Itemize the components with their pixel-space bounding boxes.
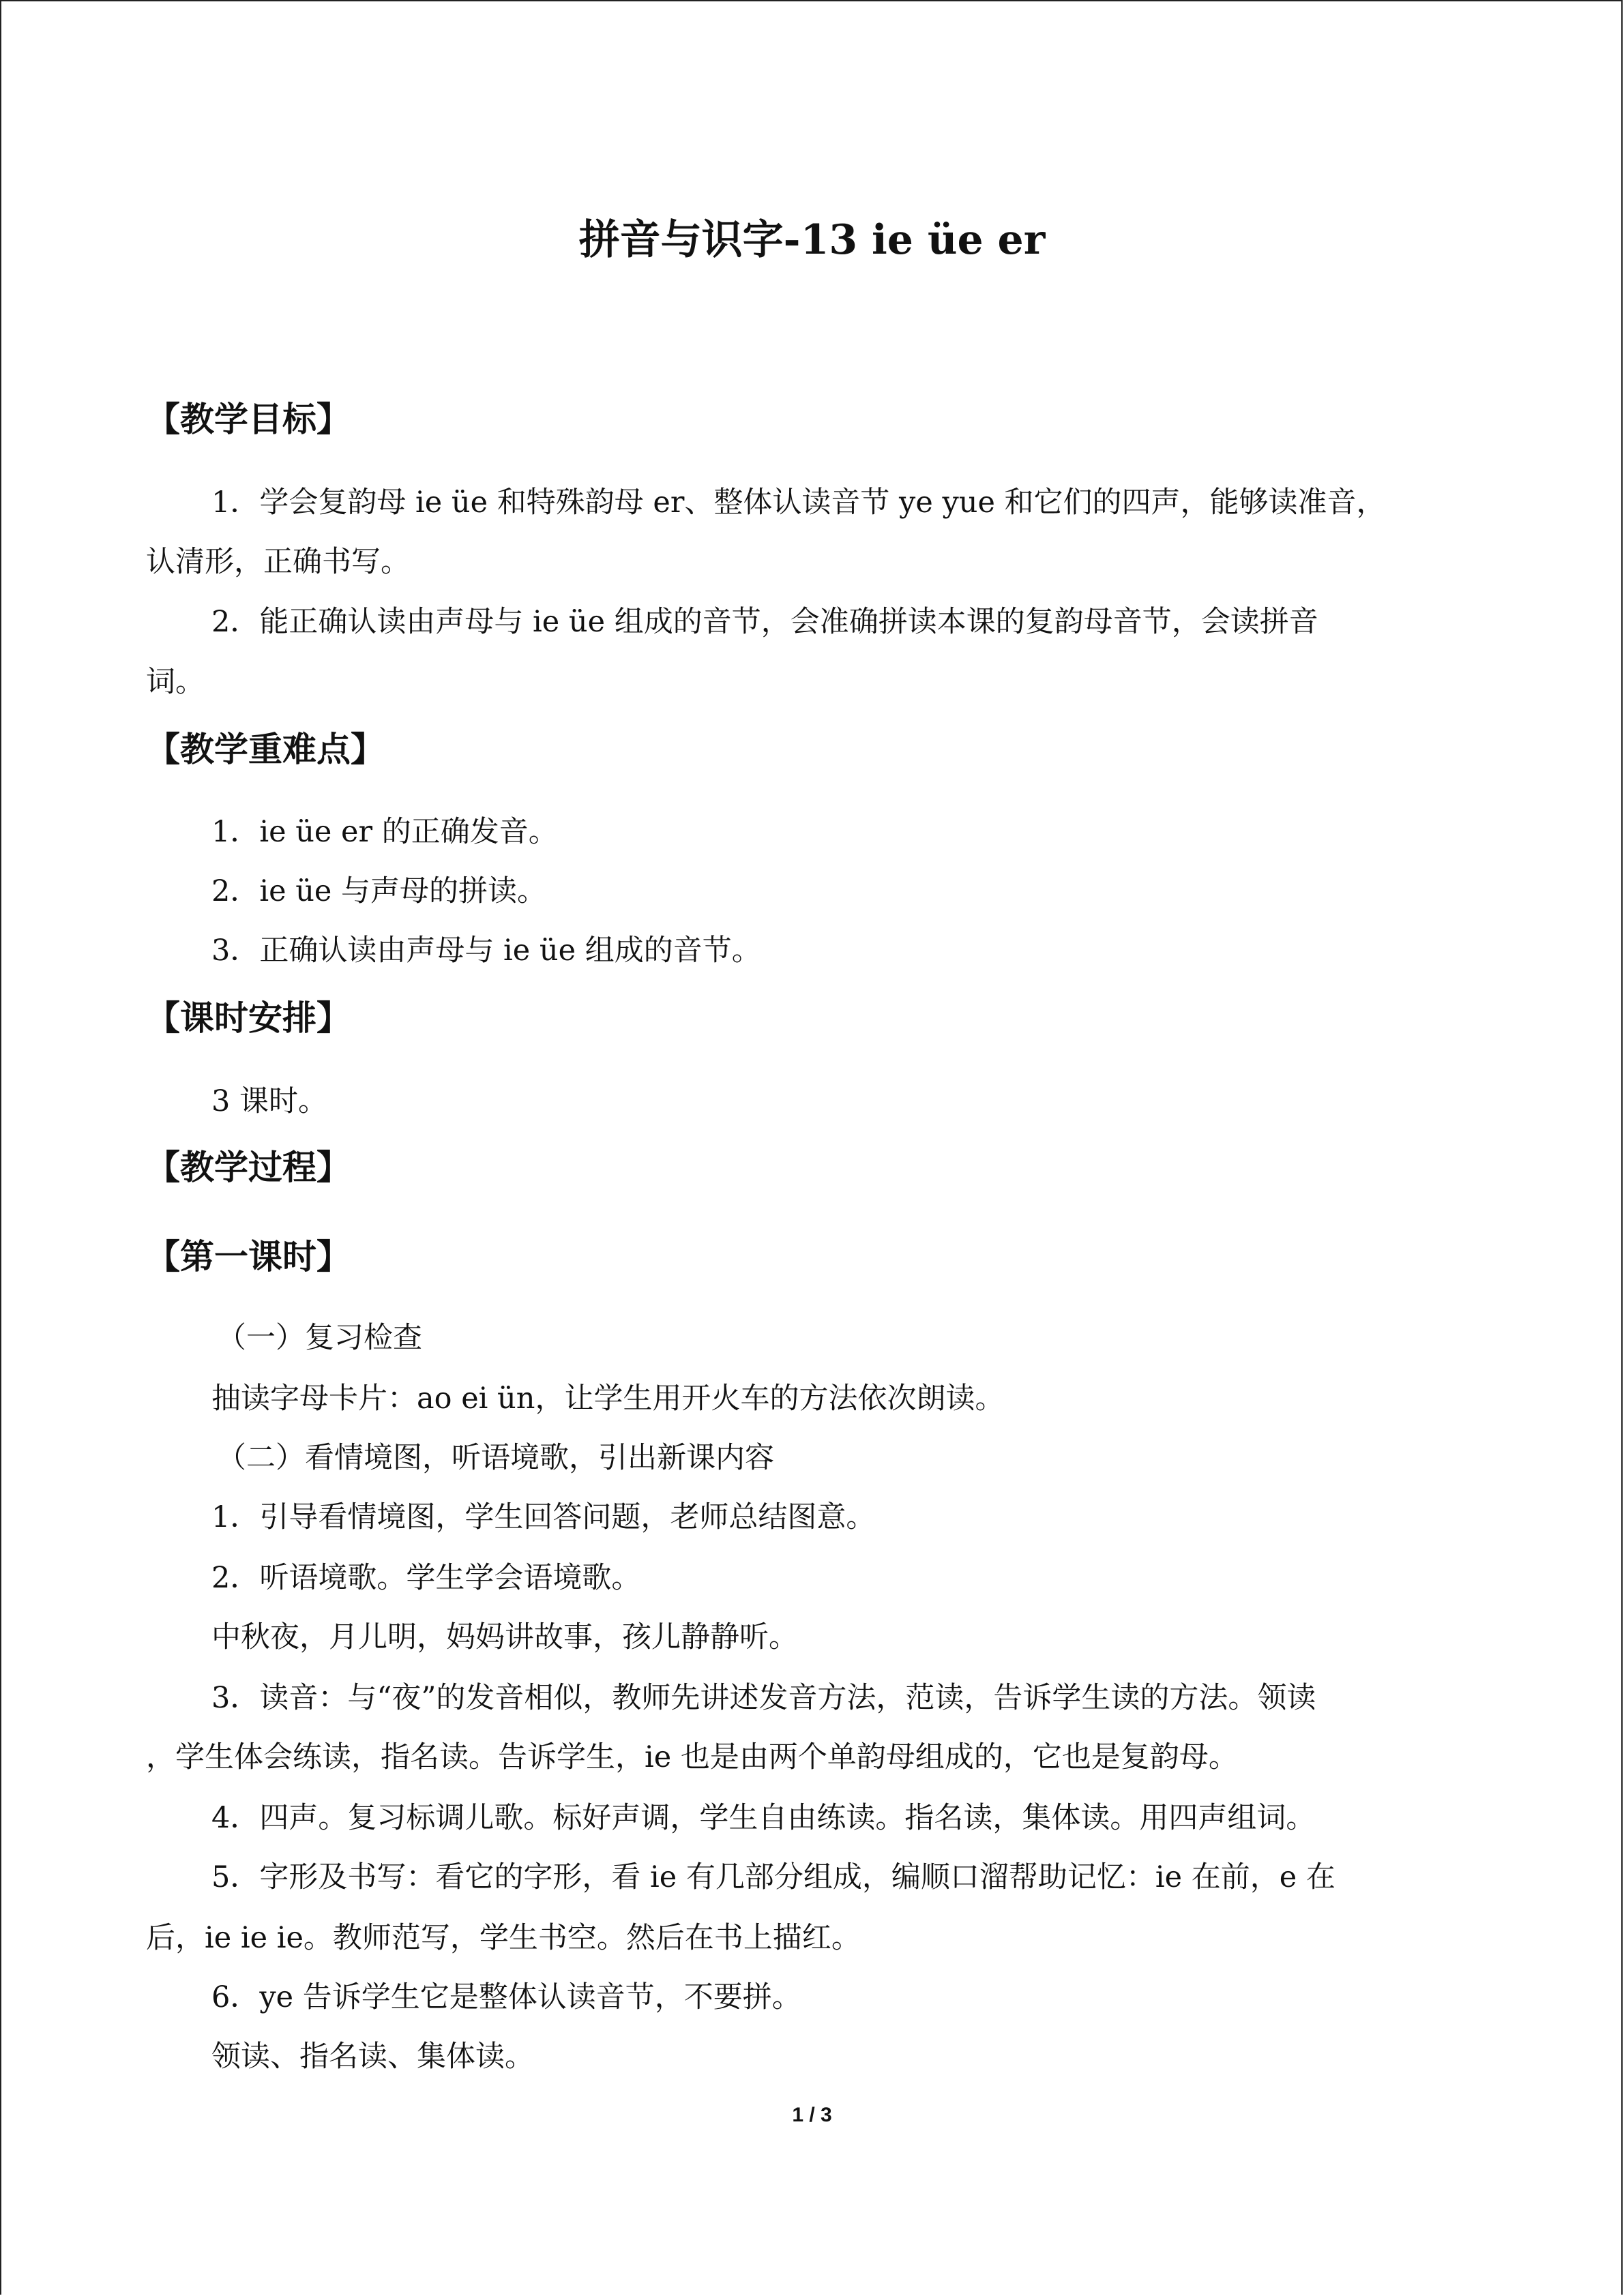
section-heading-goals: 【教学目标】	[146, 399, 351, 439]
lesson-1-line-7b: ，学生体会练读，指名读。告诉学生，ie 也是由两个单韵母组成的，它也是复韵母。	[146, 1740, 1238, 1774]
section-heading-process: 【教学过程】	[146, 1147, 351, 1187]
section-heading-key-points: 【教学重难点】	[146, 729, 385, 769]
section-heading-lesson-1: 【第一课时】	[146, 1236, 351, 1277]
lesson-1-line-10: 6．ye 告诉学生它是整体认读音节，不要拼。	[211, 1980, 801, 2014]
lesson-1-line-5: 2．听语境歌。学生学会语境歌。	[211, 1561, 641, 1595]
goal-1-line-1: 1．学会复韵母 ie üe 和特殊韵母 er、整体认读音节 ye yue 和它们的四声，能够读准音，	[211, 486, 1386, 520]
section-heading-schedule: 【课时安排】	[146, 998, 351, 1038]
lesson-1-line-2: 抽读字母卡片：ao ei ün，让学生用开火车的方法依次朗读。	[211, 1382, 1005, 1416]
lesson-1-line-9a: 5．字形及书写：看它的字形，看 ie 有几部分组成，编顺口溜帮助记忆：ie 在前，e 在	[211, 1860, 1335, 1894]
lesson-1-line-9b: 后，ie ie ie。教师范写，学生书空。然后在书上描红。	[146, 1921, 861, 1955]
goal-2-line-2: 词。	[146, 665, 205, 699]
lesson-1-line-11: 领读、指名读、集体读。	[211, 2040, 534, 2074]
lesson-1-line-6: 中秋夜，月儿明，妈妈讲故事，孩儿静静听。	[211, 1620, 798, 1654]
lesson-1-line-1: （一）复习检查	[217, 1321, 422, 1355]
key-point-2: 2．ie üe 与声母的拼读。	[211, 874, 547, 908]
goal-1-line-2: 认清形，正确书写。	[146, 545, 410, 579]
key-point-1: 1．ie üe er 的正确发音。	[211, 815, 558, 849]
lesson-1-line-7a: 3．读音：与“夜”的发音相似，教师先讲述发音方法，范读，告诉学生读的方法。领读	[211, 1681, 1316, 1715]
page-number: 1 / 3	[792, 2104, 832, 2126]
lesson-1-line-3: （二）看情境图，听语境歌，引出新课内容	[217, 1441, 774, 1475]
lesson-1-line-8: 4．四声。复习标调儿歌。标好声调，学生自由练读。指名读，集体读。用四声组词。	[211, 1801, 1316, 1835]
document-title: 拼音与识字-13 ie üe er	[578, 216, 1046, 264]
schedule-text: 3 课时。	[211, 1084, 328, 1118]
lesson-1-line-4: 1．引导看情境图，学生回答问题，老师总结图意。	[211, 1500, 876, 1534]
key-point-3: 3．正确认读由声母与 ie üe 组成的音节。	[211, 934, 761, 968]
goal-2-line-1: 2．能正确认读由声母与 ie üe 组成的音节，会准确拼读本课的复韵母音节，会读拼音	[211, 605, 1318, 639]
